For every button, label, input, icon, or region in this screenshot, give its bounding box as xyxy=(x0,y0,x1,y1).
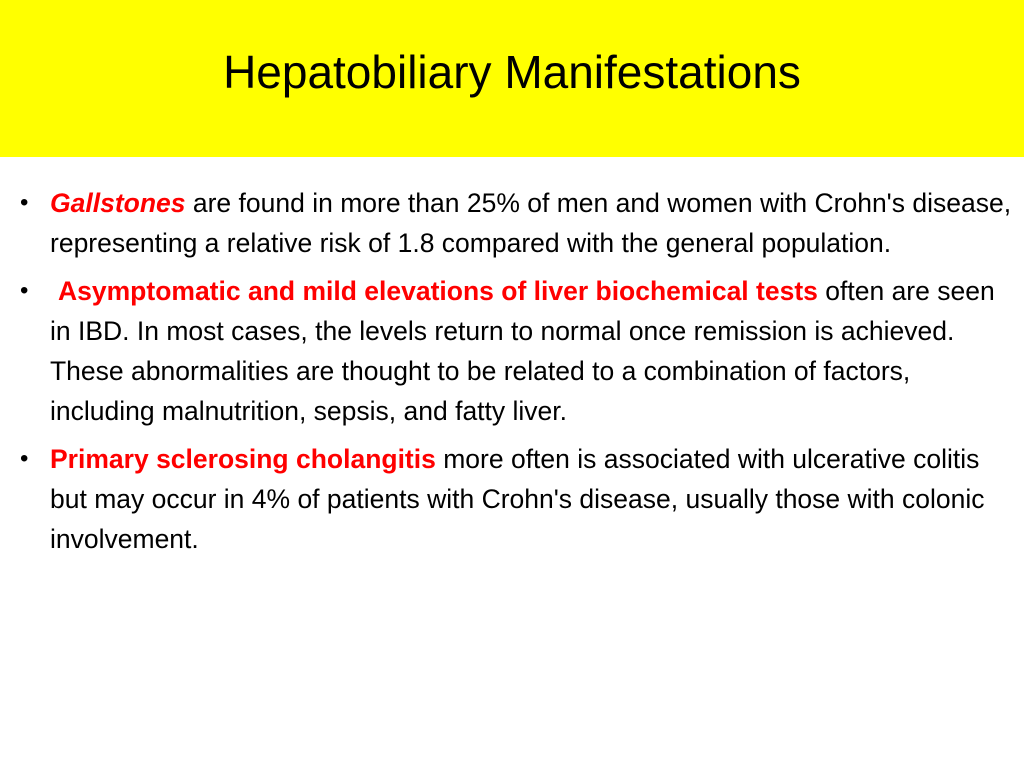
title-band xyxy=(0,0,1024,157)
bullet-text: are found in more than 25% of men and women with Crohn's disease, representing a relative risk of 1.8 compared with the general population. xyxy=(50,188,1012,258)
bullet-icon: • xyxy=(20,189,29,216)
bullet-highlight: Primary sclerosing cholangitis xyxy=(50,444,436,474)
bullet-icon: • xyxy=(20,445,29,472)
bullet-list xyxy=(20,183,1020,567)
bullet-item-gallstones xyxy=(20,183,1020,263)
bullet-highlight: Asymptomatic and mild elevations of liver biochemical tests xyxy=(58,276,818,306)
bullet-text: more often is associated with ulcerative colitis but may occur in 4% of patients with Crohn's disease, usually those with colonic involvement. xyxy=(50,444,985,554)
bullet-text: often are seen in IBD. In most cases, the levels return to normal once remission is achieved. These abnormalities are thought to be related to a combination of factors, including malnutrition, sepsis, and fatty liver. xyxy=(50,276,995,426)
slide-title: Hepatobiliary Manifestations xyxy=(223,46,801,98)
bullet-item-liver-tests xyxy=(20,271,1020,431)
bullet-highlight: Gallstones xyxy=(50,188,186,218)
bullet-icon: • xyxy=(20,277,29,304)
bullet-item-cholangitis xyxy=(20,439,1020,559)
